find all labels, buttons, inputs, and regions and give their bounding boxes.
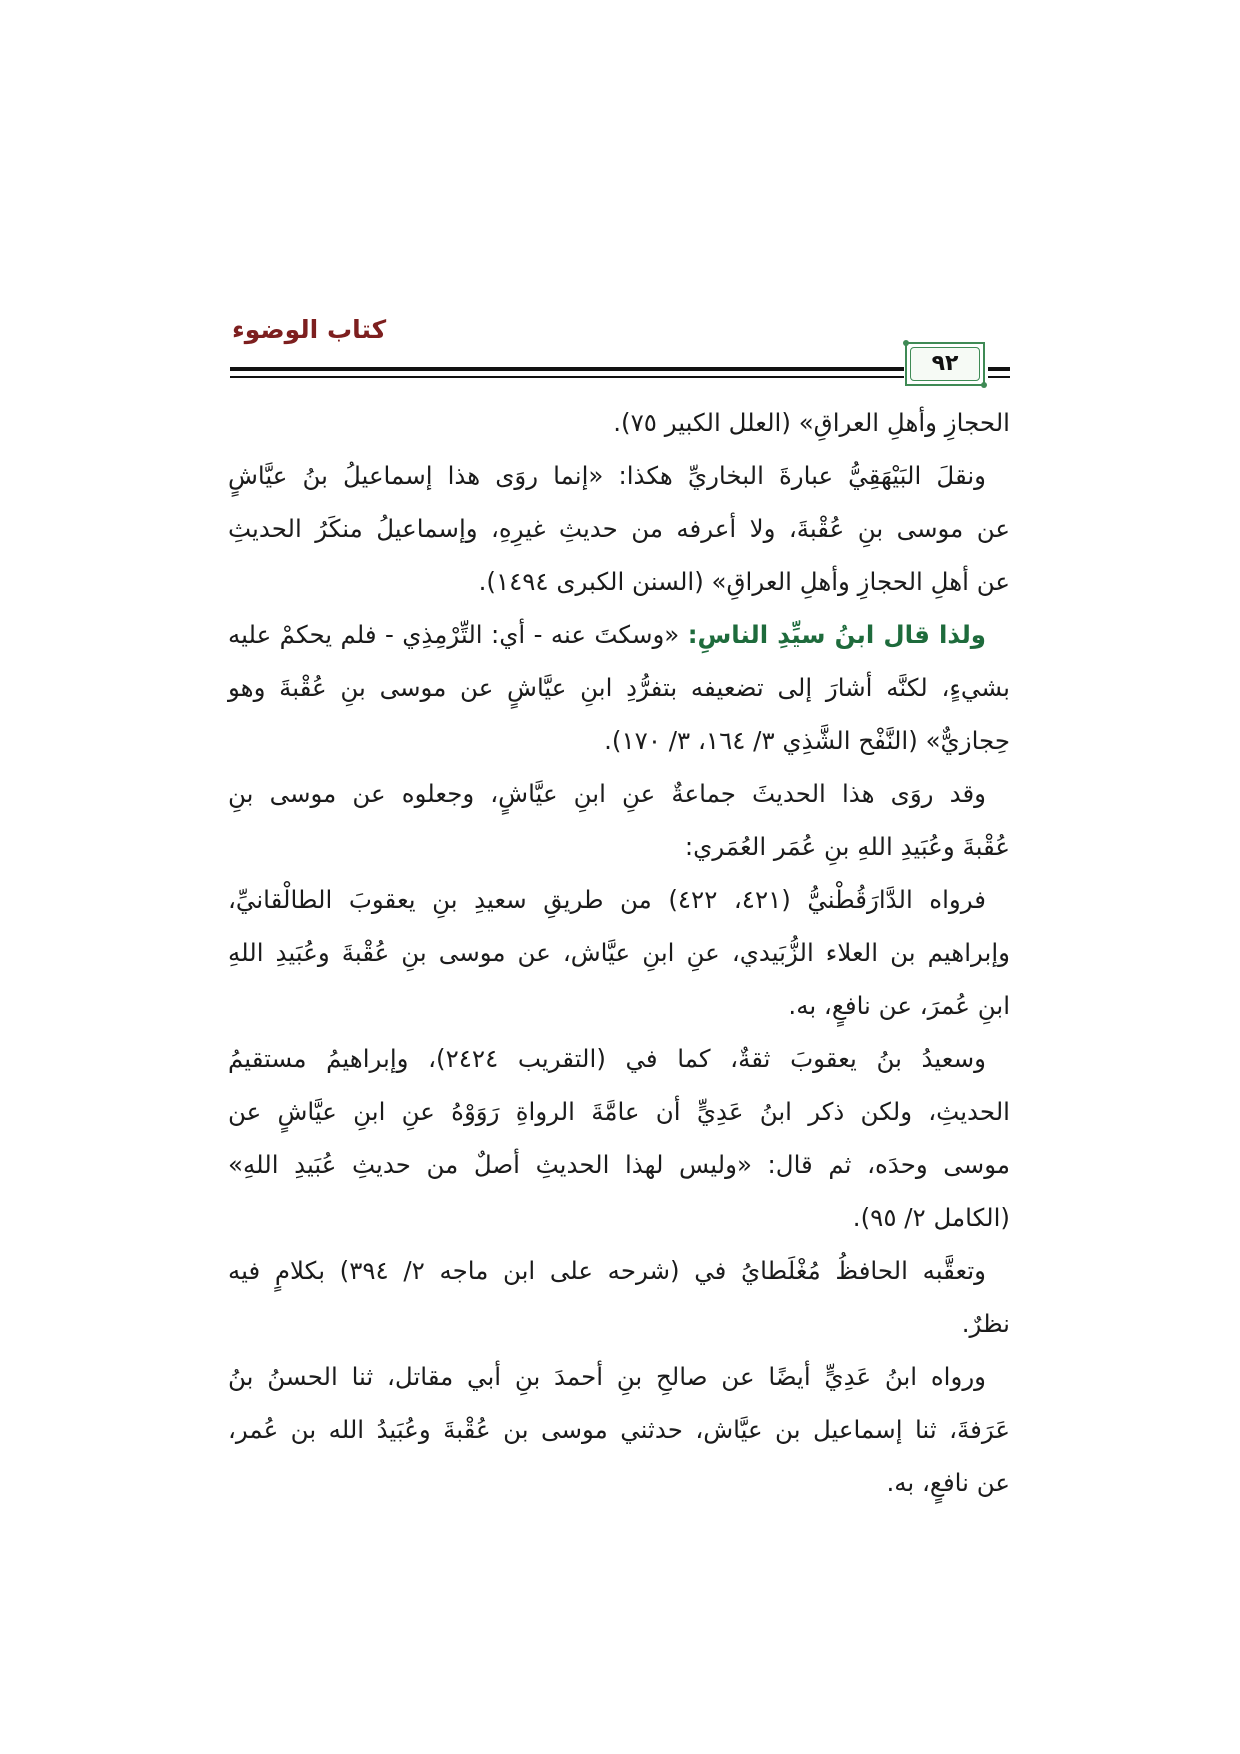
text-line: فرواه الدَّارَقُطْنيُّ (٤٢١، ٤٢٢) من طريقِ سعيدِ بنِ يعقوبَ الطالْقانيِّ، bbox=[228, 885, 986, 914]
text-line: عن أهلِ الحجازِ وأهلِ العراقِ» (السنن الكبرى ١٤٩٤). bbox=[478, 567, 1010, 596]
text-line: وقد روَى هذا الحديثَ جماعةٌ عنِ ابنِ عيَّاشٍ، وجعلوه عن موسى بنِ bbox=[228, 779, 986, 808]
text-line: ابنِ عُمرَ، عن نافعٍ، به. bbox=[788, 991, 1010, 1020]
header-double-rule-end bbox=[988, 367, 1010, 378]
text-line: ورواه ابنُ عَدِيٍّ أيضًا عن صالحِ بنِ أحمدَ بنِ أبي مقاتل، ثنا الحسنُ بنُ bbox=[228, 1362, 986, 1391]
text-line: نظرٌ. bbox=[961, 1309, 1010, 1338]
paragraph bbox=[228, 767, 1010, 873]
paragraph bbox=[228, 873, 1010, 1032]
highlighted-lead: ولذا قال ابنُ سيِّدِ الناسِ: bbox=[687, 620, 986, 649]
text-line: وسعيدُ بنُ يعقوبَ ثقةٌ، كما في (التقريب ٢٤٢٤)، وإبراهيمُ مستقيمُ bbox=[228, 1044, 986, 1073]
text-line: موسى وحدَه، ثم قال: «وليس لهذا الحديثِ أصلٌ من حديثِ عُبَيدِ اللهِ» bbox=[228, 1150, 1010, 1179]
body-text bbox=[228, 396, 1010, 1509]
text-line: الحديثِ، ولكن ذكر ابنُ عَدِيٍّ أن عامَّةَ الرواةِ رَوَوْهُ عنِ ابنِ عيَّاشٍ عن bbox=[228, 1097, 1010, 1126]
page-number-frame bbox=[905, 342, 985, 386]
text-line: (الكامل ٢/ ٩٥). bbox=[852, 1203, 1010, 1232]
text-line: وإبراهيم بن العلاء الزُّبَيدي، عنِ ابنِ عيَّاش، عن موسى بنِ عُقْبةَ وعُبَيدِ اللهِ bbox=[228, 938, 1010, 967]
paragraph bbox=[228, 396, 1010, 449]
text-line: عن نافعٍ، به. bbox=[886, 1468, 1010, 1497]
paragraph bbox=[228, 608, 1010, 767]
text-line-content: «وسكتَ عنه - أي: التِّرْمِذِي - فلم يحكمْ عليه bbox=[228, 620, 680, 649]
text-line: حِجازيٌّ» (النَّفْح الشَّذِي ٣/ ١٦٤، ٣/ ١٧٠). bbox=[604, 726, 1010, 755]
paragraph bbox=[228, 1032, 1010, 1244]
header-double-rule bbox=[230, 367, 904, 378]
text-line: الحجازِ وأهلِ العراقِ» (العلل الكبير ٧٥). bbox=[613, 408, 1010, 437]
page-number: ٩٢ bbox=[931, 351, 959, 376]
text-line: بشيءٍ، لكنَّه أشارَ إلى تضعيفه بتفرُّدِ ابنِ عيَّاشٍ عن موسى بنِ عُقْبةَ وهو bbox=[228, 673, 1010, 702]
text-line: ونقلَ البَيْهَقِيُّ عبارةَ البخاريِّ هكذا: «إنما روَى هذا إسماعيلُ بنُ عيَّاشٍ bbox=[228, 461, 986, 490]
text-line: عن موسى بنِ عُقْبةَ، ولا أعرفه من حديثِ غيرِهِ، وإسماعيلُ منكَرُ الحديثِ bbox=[228, 514, 1010, 543]
paragraph bbox=[228, 1244, 1010, 1350]
text-line: عَرَفةَ، ثنا إسماعيل بن عيَّاش، حدثني موسى بن عُقْبةَ وعُبَيدُ الله بن عُمر، bbox=[228, 1415, 1010, 1444]
text-line: عُقْبةَ وعُبَيدِ اللهِ بنِ عُمَر العُمَري: bbox=[684, 832, 1010, 861]
text-line bbox=[228, 608, 1010, 661]
paragraph bbox=[228, 1350, 1010, 1509]
page-number-inner-frame bbox=[910, 347, 980, 381]
paragraph bbox=[228, 449, 1010, 608]
text-line: وتعقَّبه الحافظُ مُغْلَطايُ في (شرحه على ابن ماجه ٢/ ٣٩٤) بكلامٍ فيه bbox=[228, 1256, 986, 1285]
chapter-title: كتاب الوضوء bbox=[232, 315, 387, 344]
